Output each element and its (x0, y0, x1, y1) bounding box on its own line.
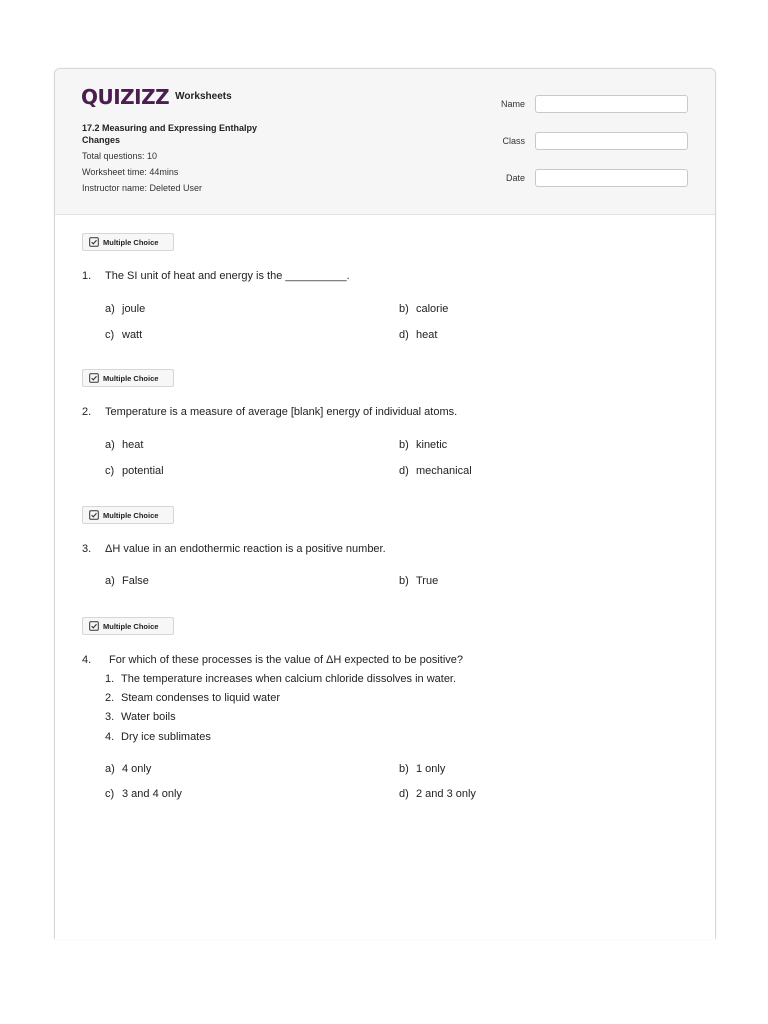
sub-item-text: Steam condenses to liquid water (121, 692, 280, 704)
sub-list-item (105, 710, 176, 724)
option-item (399, 574, 438, 588)
question-text: For which of these processes is the value of ΔH expected to be positive? (109, 654, 464, 666)
option-text: watt (122, 329, 143, 341)
question-type-label: Multiple Choice (103, 621, 159, 631)
sub-item-text: Water boils (121, 711, 176, 723)
option-text: 1 only (416, 763, 446, 775)
question-text: Temperature is a measure of average [blank] energy of individual atoms. (105, 406, 458, 418)
option-text: 2 and 3 only (416, 788, 476, 800)
option-item (105, 574, 149, 588)
option-text: heat (416, 329, 438, 341)
option-letter: c) (105, 788, 115, 800)
option-letter: b) (399, 763, 409, 775)
brand-label: Worksheets (175, 91, 232, 102)
option-letter: a) (105, 439, 115, 451)
date-field[interactable] (535, 169, 688, 187)
option-letter: c) (105, 465, 115, 477)
worksheet-title: 17.2 Measuring and Expressing Enthalpy Changes (82, 123, 258, 145)
sub-item-number: 1. (105, 673, 115, 685)
name-label: Name (500, 99, 525, 109)
option-text: 4 only (122, 763, 152, 775)
option-letter: a) (105, 303, 115, 315)
total-questions: Total questions: 10 (82, 151, 158, 161)
option-item (399, 438, 447, 452)
option-letter: c) (105, 329, 115, 341)
name-field[interactable] (535, 95, 688, 113)
question-text: ΔH value in an endothermic reaction is a positive number. (105, 543, 386, 555)
question-type-label: Multiple Choice (103, 373, 159, 383)
option-text: True (416, 575, 439, 587)
question-type-badge (82, 617, 174, 635)
sub-item-number: 3. (105, 711, 115, 723)
question-type-badge (82, 369, 174, 387)
worksheet-time: Worksheet time: 44mins (82, 167, 179, 177)
question-number: 4. (82, 654, 92, 666)
class-field-row (485, 132, 688, 152)
sub-item-number: 2. (105, 692, 115, 704)
class-field[interactable] (535, 132, 688, 150)
option-text: potential (122, 465, 164, 477)
question-type-label: Multiple Choice (103, 237, 159, 247)
question-number: 1. (82, 270, 92, 282)
worksheet-card (54, 68, 716, 939)
option-item (399, 787, 476, 801)
sub-item-text: The temperature increases when calcium chloride dissolves in water. (121, 673, 457, 685)
worksheet-header (55, 69, 715, 215)
option-letter: d) (399, 788, 409, 800)
question-type-badge (82, 506, 174, 524)
quizizz-logo: QUIZIZZ (81, 85, 170, 109)
sub-list-item (105, 730, 211, 744)
sub-item-number: 4. (105, 731, 115, 743)
checkbox-icon (89, 510, 99, 520)
question-type-badge (82, 233, 174, 251)
option-letter: a) (105, 763, 115, 775)
question-number: 3. (82, 543, 92, 555)
question-type-label: Multiple Choice (103, 510, 159, 520)
option-item (105, 302, 145, 316)
option-text: mechanical (416, 465, 472, 477)
option-item (399, 464, 472, 478)
option-letter: a) (105, 575, 115, 587)
option-item (399, 302, 448, 316)
option-text: heat (122, 439, 144, 451)
option-text: 3 and 4 only (122, 788, 182, 800)
question-number: 2. (82, 406, 92, 418)
option-item (105, 464, 164, 478)
sub-item-text: Dry ice sublimates (121, 731, 211, 743)
checkbox-icon (89, 621, 99, 631)
date-label: Date (505, 173, 525, 183)
option-text: False (122, 575, 149, 587)
class-label: Class (502, 136, 525, 146)
brand (81, 87, 232, 107)
option-item (399, 762, 445, 776)
option-item (105, 438, 143, 452)
option-letter: d) (399, 465, 409, 477)
option-letter: b) (399, 303, 409, 315)
checkbox-icon (89, 237, 99, 247)
option-text: calorie (416, 303, 449, 315)
name-field-row (485, 95, 688, 115)
option-text: joule (122, 303, 146, 315)
sub-list-item (105, 691, 280, 705)
option-item (399, 328, 437, 342)
date-field-row (485, 169, 688, 189)
sub-list-item (105, 672, 456, 686)
option-item (105, 787, 182, 801)
instructor-name: Instructor name: Deleted User (82, 183, 203, 193)
option-letter: d) (399, 329, 409, 341)
option-item (105, 762, 151, 776)
question-text: The SI unit of heat and energy is the __________. (105, 270, 350, 282)
option-text: kinetic (416, 439, 448, 451)
option-letter: b) (399, 439, 409, 451)
option-letter: b) (399, 575, 409, 587)
option-item (105, 328, 142, 342)
checkbox-icon (89, 373, 99, 383)
